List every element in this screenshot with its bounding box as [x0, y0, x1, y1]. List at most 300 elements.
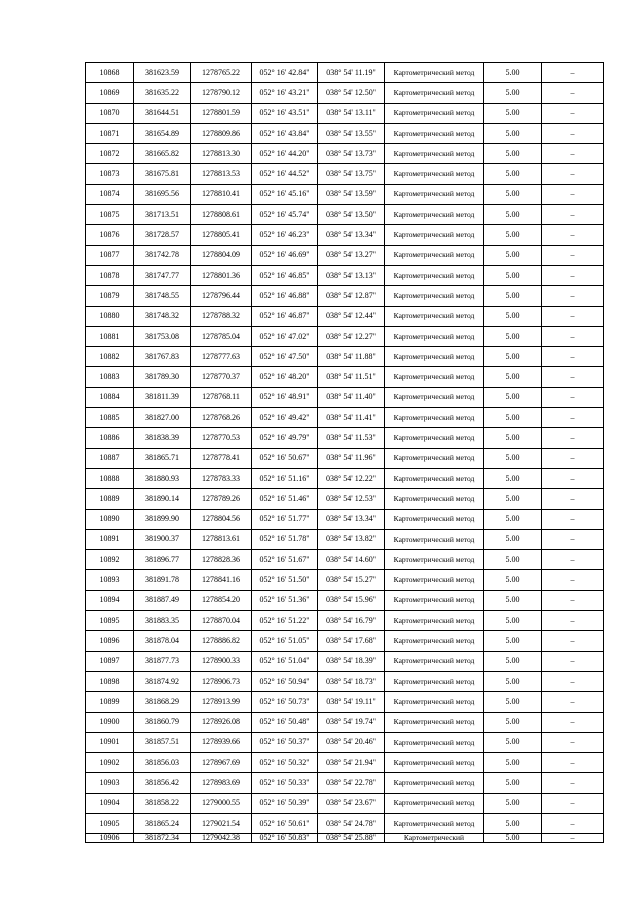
x-coordinate-cell: 381747.77 [134, 265, 191, 285]
y-coordinate-cell: 1278939.66 [191, 732, 252, 752]
table-row [86, 347, 604, 367]
latitude-cell: 052° 16' 46.85" [252, 265, 318, 285]
accuracy-cell: 5.00 [484, 326, 542, 346]
note-cell: – [542, 712, 604, 732]
point-number-cell: 10887 [86, 448, 134, 468]
latitude-cell: 052° 16' 51.16" [252, 468, 318, 488]
table-row [86, 83, 604, 103]
point-number-cell: 10879 [86, 286, 134, 306]
point-number-cell: 10895 [86, 611, 134, 631]
method-cell: Картометрический метод [385, 347, 484, 367]
table-row [86, 286, 604, 306]
method-cell: Картометрический метод [385, 550, 484, 570]
y-coordinate-cell: 1278813.53 [191, 164, 252, 184]
note-cell: – [542, 164, 604, 184]
note-cell: – [542, 367, 604, 387]
longitude-cell: 038° 54' 13.75" [318, 164, 385, 184]
latitude-cell: 052° 16' 46.87" [252, 306, 318, 326]
latitude-cell: 052° 16' 51.04" [252, 651, 318, 671]
table-row [86, 123, 604, 143]
latitude-cell: 052° 16' 50.48" [252, 712, 318, 732]
method-cell: Картометрический метод [385, 590, 484, 610]
method-cell: Картометрический метод [385, 367, 484, 387]
y-coordinate-cell: 1278768.26 [191, 408, 252, 428]
point-number-cell: 10904 [86, 793, 134, 813]
latitude-cell: 052° 16' 43.21" [252, 83, 318, 103]
y-coordinate-cell: 1278801.59 [191, 103, 252, 123]
latitude-cell: 052° 16' 50.32" [252, 753, 318, 773]
method-cell: Картометрический метод [385, 326, 484, 346]
point-number-cell: 10875 [86, 205, 134, 225]
note-cell: – [542, 123, 604, 143]
latitude-cell: 052° 16' 43.51" [252, 103, 318, 123]
y-coordinate-cell: 1278828.36 [191, 550, 252, 570]
method-cell: Картометрический метод [385, 631, 484, 651]
accuracy-cell: 5.00 [484, 793, 542, 813]
y-coordinate-cell: 1278804.09 [191, 245, 252, 265]
table-row [86, 225, 604, 245]
x-coordinate-cell: 381695.56 [134, 184, 191, 204]
longitude-cell: 038° 54' 23.67" [318, 793, 385, 813]
latitude-cell: 052° 16' 47.50" [252, 347, 318, 367]
table-row [86, 611, 604, 631]
y-coordinate-cell: 1279042.38 [191, 834, 252, 843]
coordinates-table [85, 62, 604, 843]
note-cell: – [542, 651, 604, 671]
latitude-cell: 052° 16' 46.23" [252, 225, 318, 245]
point-number-cell: 10874 [86, 184, 134, 204]
longitude-cell: 038° 54' 13.13" [318, 265, 385, 285]
longitude-cell: 038° 54' 11.51" [318, 367, 385, 387]
table-row [86, 651, 604, 671]
method-cell: Картометрический метод [385, 225, 484, 245]
table-row [86, 590, 604, 610]
point-number-cell: 10870 [86, 103, 134, 123]
method-cell: Картометрический метод [385, 468, 484, 488]
note-cell: – [542, 63, 604, 83]
y-coordinate-cell: 1278808.61 [191, 205, 252, 225]
latitude-cell: 052° 16' 50.61" [252, 813, 318, 833]
point-number-cell: 10876 [86, 225, 134, 245]
point-number-cell: 10906 [86, 834, 134, 843]
method-cell: Картометрический метод [385, 611, 484, 631]
point-number-cell: 10881 [86, 326, 134, 346]
table-row [86, 245, 604, 265]
longitude-cell: 038° 54' 13.11" [318, 103, 385, 123]
accuracy-cell: 5.00 [484, 265, 542, 285]
longitude-cell: 038° 54' 13.59" [318, 184, 385, 204]
table-row [86, 326, 604, 346]
longitude-cell: 038° 54' 13.34" [318, 225, 385, 245]
method-cell: Картометрический метод [385, 306, 484, 326]
method-cell: Картометрический метод [385, 448, 484, 468]
point-number-cell: 10872 [86, 144, 134, 164]
latitude-cell: 052° 16' 51.50" [252, 570, 318, 590]
latitude-cell: 052° 16' 47.02" [252, 326, 318, 346]
note-cell: – [542, 753, 604, 773]
method-cell: Картометрический метод [385, 164, 484, 184]
accuracy-cell: 5.00 [484, 286, 542, 306]
longitude-cell: 038° 54' 13.34" [318, 509, 385, 529]
note-cell: – [542, 570, 604, 590]
point-number-cell: 10880 [86, 306, 134, 326]
accuracy-cell: 5.00 [484, 408, 542, 428]
accuracy-cell: 5.00 [484, 428, 542, 448]
table-row [86, 63, 604, 83]
latitude-cell: 052° 16' 51.67" [252, 550, 318, 570]
y-coordinate-cell: 1278785.04 [191, 326, 252, 346]
accuracy-cell: 5.00 [484, 834, 542, 843]
x-coordinate-cell: 381789.30 [134, 367, 191, 387]
x-coordinate-cell: 381827.00 [134, 408, 191, 428]
longitude-cell: 038° 54' 19.74" [318, 712, 385, 732]
accuracy-cell: 5.00 [484, 651, 542, 671]
x-coordinate-cell: 381856.03 [134, 753, 191, 773]
longitude-cell: 038° 54' 11.96" [318, 448, 385, 468]
method-cell: Картометрический метод [385, 773, 484, 793]
y-coordinate-cell: 1278765.22 [191, 63, 252, 83]
note-cell: – [542, 387, 604, 407]
method-cell: Картометрический [385, 834, 484, 843]
x-coordinate-cell: 381623.59 [134, 63, 191, 83]
accuracy-cell: 5.00 [484, 773, 542, 793]
y-coordinate-cell: 1278805.41 [191, 225, 252, 245]
point-number-cell: 10885 [86, 408, 134, 428]
method-cell: Картометрический метод [385, 83, 484, 103]
y-coordinate-cell: 1278967.69 [191, 753, 252, 773]
table-row [86, 367, 604, 387]
method-cell: Картометрический метод [385, 123, 484, 143]
x-coordinate-cell: 381654.89 [134, 123, 191, 143]
y-coordinate-cell: 1278900.33 [191, 651, 252, 671]
accuracy-cell: 5.00 [484, 184, 542, 204]
note-cell: – [542, 326, 604, 346]
longitude-cell: 038° 54' 16.79" [318, 611, 385, 631]
method-cell: Картометрический метод [385, 489, 484, 509]
y-coordinate-cell: 1278906.73 [191, 671, 252, 691]
note-cell: – [542, 306, 604, 326]
accuracy-cell: 5.00 [484, 123, 542, 143]
table-row [86, 529, 604, 549]
table-row [86, 570, 604, 590]
table-row [86, 509, 604, 529]
longitude-cell: 038° 54' 13.82" [318, 529, 385, 549]
x-coordinate-cell: 381865.71 [134, 448, 191, 468]
note-cell: – [542, 529, 604, 549]
table-row [86, 692, 604, 712]
accuracy-cell: 5.00 [484, 671, 542, 691]
longitude-cell: 038° 54' 13.73" [318, 144, 385, 164]
x-coordinate-cell: 381874.92 [134, 671, 191, 691]
longitude-cell: 038° 54' 18.39" [318, 651, 385, 671]
longitude-cell: 038° 54' 12.53" [318, 489, 385, 509]
y-coordinate-cell: 1278983.69 [191, 773, 252, 793]
table-row [86, 468, 604, 488]
method-cell: Картометрический метод [385, 570, 484, 590]
x-coordinate-cell: 381865.24 [134, 813, 191, 833]
point-number-cell: 10878 [86, 265, 134, 285]
longitude-cell: 038° 54' 11.19" [318, 63, 385, 83]
y-coordinate-cell: 1278778.41 [191, 448, 252, 468]
longitude-cell: 038° 54' 21.94" [318, 753, 385, 773]
accuracy-cell: 5.00 [484, 63, 542, 83]
y-coordinate-cell: 1278804.56 [191, 509, 252, 529]
x-coordinate-cell: 381742.78 [134, 245, 191, 265]
accuracy-cell: 5.00 [484, 306, 542, 326]
latitude-cell: 052° 16' 50.37" [252, 732, 318, 752]
longitude-cell: 038° 54' 12.22" [318, 468, 385, 488]
y-coordinate-cell: 1278913.99 [191, 692, 252, 712]
y-coordinate-cell: 1278796.44 [191, 286, 252, 306]
longitude-cell: 038° 54' 12.27" [318, 326, 385, 346]
longitude-cell: 038° 54' 11.88" [318, 347, 385, 367]
method-cell: Картометрический метод [385, 732, 484, 752]
longitude-cell: 038° 54' 18.73" [318, 671, 385, 691]
table-row [86, 387, 604, 407]
table-row [86, 793, 604, 813]
table-row [86, 184, 604, 204]
x-coordinate-cell: 381767.83 [134, 347, 191, 367]
table-row [86, 205, 604, 225]
note-cell: – [542, 813, 604, 833]
y-coordinate-cell: 1278810.41 [191, 184, 252, 204]
method-cell: Картометрический метод [385, 793, 484, 813]
y-coordinate-cell: 1278854.20 [191, 590, 252, 610]
latitude-cell: 052° 16' 46.69" [252, 245, 318, 265]
longitude-cell: 038° 54' 24.78" [318, 813, 385, 833]
note-cell: – [542, 347, 604, 367]
longitude-cell: 038° 54' 25.88" [318, 834, 385, 843]
point-number-cell: 10905 [86, 813, 134, 833]
point-number-cell: 10902 [86, 753, 134, 773]
latitude-cell: 052° 16' 51.78" [252, 529, 318, 549]
y-coordinate-cell: 1278813.30 [191, 144, 252, 164]
x-coordinate-cell: 381675.81 [134, 164, 191, 184]
x-coordinate-cell: 381891.78 [134, 570, 191, 590]
point-number-cell: 10888 [86, 468, 134, 488]
y-coordinate-cell: 1278813.61 [191, 529, 252, 549]
x-coordinate-cell: 381856.42 [134, 773, 191, 793]
point-number-cell: 10889 [86, 489, 134, 509]
point-number-cell: 10899 [86, 692, 134, 712]
note-cell: – [542, 590, 604, 610]
latitude-cell: 052° 16' 46.88" [252, 286, 318, 306]
x-coordinate-cell: 381635.22 [134, 83, 191, 103]
accuracy-cell: 5.00 [484, 144, 542, 164]
longitude-cell: 038° 54' 13.27" [318, 245, 385, 265]
x-coordinate-cell: 381872.34 [134, 834, 191, 843]
latitude-cell: 052° 16' 50.94" [252, 671, 318, 691]
longitude-cell: 038° 54' 12.87" [318, 286, 385, 306]
point-number-cell: 10891 [86, 529, 134, 549]
point-number-cell: 10873 [86, 164, 134, 184]
longitude-cell: 038° 54' 13.55" [318, 123, 385, 143]
y-coordinate-cell: 1278870.04 [191, 611, 252, 631]
point-number-cell: 10886 [86, 428, 134, 448]
accuracy-cell: 5.00 [484, 448, 542, 468]
latitude-cell: 052° 16' 44.20" [252, 144, 318, 164]
accuracy-cell: 5.00 [484, 753, 542, 773]
x-coordinate-cell: 381838.39 [134, 428, 191, 448]
method-cell: Картометрический метод [385, 387, 484, 407]
x-coordinate-cell: 381644.51 [134, 103, 191, 123]
table-row [86, 813, 604, 833]
accuracy-cell: 5.00 [484, 590, 542, 610]
note-cell: – [542, 468, 604, 488]
y-coordinate-cell: 1278926.08 [191, 712, 252, 732]
latitude-cell: 052° 16' 50.67" [252, 448, 318, 468]
x-coordinate-cell: 381868.29 [134, 692, 191, 712]
accuracy-cell: 5.00 [484, 83, 542, 103]
note-cell: – [542, 509, 604, 529]
note-cell: – [542, 184, 604, 204]
x-coordinate-cell: 381713.51 [134, 205, 191, 225]
accuracy-cell: 5.00 [484, 813, 542, 833]
note-cell: – [542, 489, 604, 509]
table-row [86, 103, 604, 123]
x-coordinate-cell: 381857.51 [134, 732, 191, 752]
point-number-cell: 10894 [86, 590, 134, 610]
point-number-cell: 10893 [86, 570, 134, 590]
point-number-cell: 10877 [86, 245, 134, 265]
accuracy-cell: 5.00 [484, 712, 542, 732]
method-cell: Картометрический метод [385, 813, 484, 833]
point-number-cell: 10871 [86, 123, 134, 143]
longitude-cell: 038° 54' 13.50" [318, 205, 385, 225]
accuracy-cell: 5.00 [484, 164, 542, 184]
accuracy-cell: 5.00 [484, 468, 542, 488]
accuracy-cell: 5.00 [484, 529, 542, 549]
latitude-cell: 052° 16' 51.77" [252, 509, 318, 529]
longitude-cell: 038° 54' 11.41" [318, 408, 385, 428]
method-cell: Картометрический метод [385, 651, 484, 671]
table-row [86, 671, 604, 691]
latitude-cell: 052° 16' 48.20" [252, 367, 318, 387]
point-number-cell: 10901 [86, 732, 134, 752]
latitude-cell: 052° 16' 50.83" [252, 834, 318, 843]
point-number-cell: 10900 [86, 712, 134, 732]
point-number-cell: 10896 [86, 631, 134, 651]
point-number-cell: 10882 [86, 347, 134, 367]
note-cell: – [542, 550, 604, 570]
accuracy-cell: 5.00 [484, 631, 542, 651]
longitude-cell: 038° 54' 20.46" [318, 732, 385, 752]
accuracy-cell: 5.00 [484, 367, 542, 387]
y-coordinate-cell: 1278801.36 [191, 265, 252, 285]
point-number-cell: 10869 [86, 83, 134, 103]
x-coordinate-cell: 381900.37 [134, 529, 191, 549]
latitude-cell: 052° 16' 49.42" [252, 408, 318, 428]
note-cell: – [542, 225, 604, 245]
table-row [86, 631, 604, 651]
x-coordinate-cell: 381748.55 [134, 286, 191, 306]
table-row [86, 408, 604, 428]
longitude-cell: 038° 54' 22.78" [318, 773, 385, 793]
note-cell: – [542, 611, 604, 631]
method-cell: Картометрический метод [385, 144, 484, 164]
method-cell: Картометрический метод [385, 671, 484, 691]
point-number-cell: 10897 [86, 651, 134, 671]
y-coordinate-cell: 1278790.12 [191, 83, 252, 103]
table-row [86, 773, 604, 793]
y-coordinate-cell: 1278809.86 [191, 123, 252, 143]
table-row [86, 265, 604, 285]
x-coordinate-cell: 381858.22 [134, 793, 191, 813]
accuracy-cell: 5.00 [484, 225, 542, 245]
note-cell: – [542, 286, 604, 306]
x-coordinate-cell: 381896.77 [134, 550, 191, 570]
y-coordinate-cell: 1278768.11 [191, 387, 252, 407]
x-coordinate-cell: 381878.04 [134, 631, 191, 651]
method-cell: Картометрический метод [385, 753, 484, 773]
note-cell: – [542, 428, 604, 448]
note-cell: – [542, 408, 604, 428]
x-coordinate-cell: 381899.90 [134, 509, 191, 529]
accuracy-cell: 5.00 [484, 489, 542, 509]
method-cell: Картометрический метод [385, 265, 484, 285]
y-coordinate-cell: 1279021.54 [191, 813, 252, 833]
method-cell: Картометрический метод [385, 286, 484, 306]
method-cell: Картометрический метод [385, 692, 484, 712]
accuracy-cell: 5.00 [484, 611, 542, 631]
x-coordinate-cell: 381883.35 [134, 611, 191, 631]
accuracy-cell: 5.00 [484, 692, 542, 712]
longitude-cell: 038° 54' 11.40" [318, 387, 385, 407]
longitude-cell: 038° 54' 15.96" [318, 590, 385, 610]
note-cell: – [542, 773, 604, 793]
note-cell: – [542, 732, 604, 752]
longitude-cell: 038° 54' 17.68" [318, 631, 385, 651]
y-coordinate-cell: 1278789.26 [191, 489, 252, 509]
x-coordinate-cell: 381753.08 [134, 326, 191, 346]
note-cell: – [542, 205, 604, 225]
y-coordinate-cell: 1278886.82 [191, 631, 252, 651]
accuracy-cell: 5.00 [484, 387, 542, 407]
method-cell: Картометрический метод [385, 509, 484, 529]
note-cell: – [542, 448, 604, 468]
accuracy-cell: 5.00 [484, 732, 542, 752]
method-cell: Картометрический метод [385, 205, 484, 225]
table-row [86, 550, 604, 570]
y-coordinate-cell: 1278841.16 [191, 570, 252, 590]
accuracy-cell: 5.00 [484, 103, 542, 123]
y-coordinate-cell: 1278770.53 [191, 428, 252, 448]
latitude-cell: 052° 16' 44.52" [252, 164, 318, 184]
note-cell: – [542, 103, 604, 123]
point-number-cell: 10884 [86, 387, 134, 407]
latitude-cell: 052° 16' 49.79" [252, 428, 318, 448]
accuracy-cell: 5.00 [484, 570, 542, 590]
table-row [86, 144, 604, 164]
method-cell: Картометрический метод [385, 184, 484, 204]
note-cell: – [542, 834, 604, 843]
table-row [86, 834, 604, 843]
x-coordinate-cell: 381860.79 [134, 712, 191, 732]
latitude-cell: 052° 16' 51.36" [252, 590, 318, 610]
x-coordinate-cell: 381748.32 [134, 306, 191, 326]
note-cell: – [542, 692, 604, 712]
longitude-cell: 038° 54' 11.53" [318, 428, 385, 448]
longitude-cell: 038° 54' 19.11" [318, 692, 385, 712]
note-cell: – [542, 245, 604, 265]
latitude-cell: 052° 16' 45.74" [252, 205, 318, 225]
x-coordinate-cell: 381728.57 [134, 225, 191, 245]
x-coordinate-cell: 381811.39 [134, 387, 191, 407]
note-cell: – [542, 83, 604, 103]
longitude-cell: 038° 54' 12.44" [318, 306, 385, 326]
table-row [86, 164, 604, 184]
y-coordinate-cell: 1278783.33 [191, 468, 252, 488]
